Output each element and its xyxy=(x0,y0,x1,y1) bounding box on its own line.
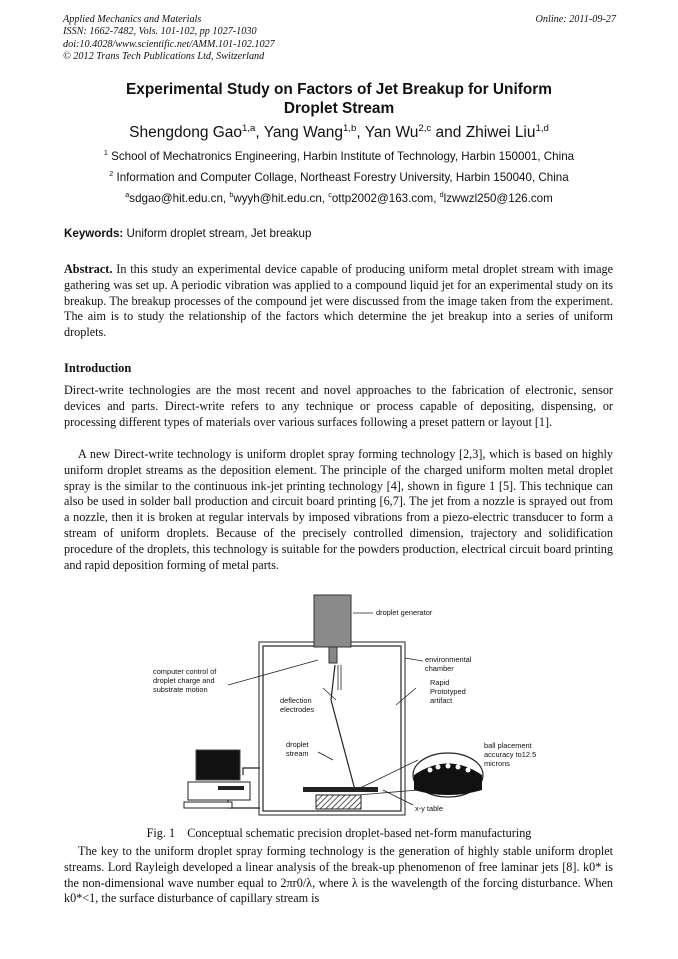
leader-line xyxy=(405,658,423,661)
computer-cable-lower xyxy=(228,800,260,808)
nozzle xyxy=(329,647,337,663)
leader-line xyxy=(396,688,416,705)
droplet-generator-body xyxy=(314,595,351,647)
author-sep: , xyxy=(356,124,365,141)
label-rapid: Rapid xyxy=(430,678,450,687)
affiliation-1 xyxy=(40,150,638,163)
label-substrate-motion: substrate motion xyxy=(153,685,208,694)
intro-paragraph-2: A new Direct-write technology is uniform droplet spray forming technology [2,3], which is based on highly uniform droplet streams as the deposition element. The principle of the charged uniform molten metal droplet spray is the similar to the continuous ink-jet printing technology [4], shown in figure 1 [5]. This technique can also be used in solder ball production and circuit board printing [6,7]. The jet from a nozzle is sprayed out from a nozzle, then it is broken at regular intervals by imposed vibrations from a piezo-electric transducer to form a stream of uniform droplets. Because of the precisely controlled dimension, trajectory and solidification procedure of the droplets, this technology is suitable for the powders production, electrical circuit board printing and rapid deposition forming of metal parts. xyxy=(64,447,613,572)
journal-header xyxy=(63,14,275,64)
substrate-plate xyxy=(303,787,378,792)
label-environmental: environmental xyxy=(425,655,472,664)
journal-name: Applied Mechanics and Materials xyxy=(63,14,202,25)
title-line-1: Experimental Study on Factors of Jet Breakup for Uniform xyxy=(126,81,552,98)
keywords-label: Keywords: xyxy=(64,227,124,240)
leader-line xyxy=(228,660,318,685)
section-heading: Introduction xyxy=(64,361,132,375)
ball xyxy=(446,764,451,769)
abstract-text: In this study an experimental device capable of producing uniform metal droplet stream with image gathering was set up. A periodic vibration was applied to a compound liquid jet for an experimental study on its breakup. The breakup processes of the compound jet were discussed from the image taken from the experiment. The aim is to study the relationship of the factors which determine the jet breakup into a series of uniform droplets. xyxy=(64,262,613,340)
label-accuracy: accuracy to12.5 xyxy=(484,750,537,759)
computer-base xyxy=(188,782,250,800)
email: wyyh@hit.edu.cn, xyxy=(233,192,329,205)
label-droplet-charge: droplet charge and xyxy=(153,676,215,685)
label-ball-placement: ball placement xyxy=(484,741,532,750)
title-line-2: Droplet Stream xyxy=(283,100,395,117)
author-sup: 1,b xyxy=(343,122,357,134)
affiliation-text: Information and Computer Collage, Northeast Forestry University, Harbin 150040, China xyxy=(113,171,569,184)
leader-line xyxy=(323,688,336,700)
email-sup: c xyxy=(328,190,332,200)
label-electrodes: electrodes xyxy=(280,705,315,714)
figure-1-schematic xyxy=(148,590,537,826)
doi-line: doi:10.4028/www.scientific.net/AMM.101-102.1027 xyxy=(63,38,275,50)
label-droplet: droplet xyxy=(286,740,309,749)
online-date: Online: 2011-09-27 xyxy=(535,14,616,25)
computer-drive xyxy=(218,786,244,790)
label-xy-table: x-y table xyxy=(415,804,443,813)
ball xyxy=(456,765,461,770)
author-sup: 1,a xyxy=(242,122,256,134)
author-sup: 1,d xyxy=(535,122,549,134)
abstract xyxy=(64,262,613,341)
keywords-text: Uniform droplet stream, Jet breakup xyxy=(123,227,312,240)
email: sdgao@hit.edu.cn, xyxy=(129,192,230,205)
author-sup: 2,c xyxy=(418,122,432,134)
email: lzwwzl250@126.com xyxy=(443,192,553,205)
computer-cable xyxy=(243,768,260,775)
email-sup: a xyxy=(125,190,130,200)
environmental-chamber-box xyxy=(263,646,401,811)
author-name: Zhiwei Liu xyxy=(465,124,536,141)
computer-monitor xyxy=(196,750,240,780)
ball xyxy=(466,768,471,773)
email: ottp2002@163.com, xyxy=(331,192,440,205)
label-deflection: deflection xyxy=(280,696,312,705)
intro-paragraph-1: Direct-write technologies are the most recent and novel approaches to the fabrication of electronic, sensor devices and parts. Direct-write refers to any technique or process capable of depositing, dispensing, or processing different types of materials over various surfaces following a preset pattern or layout [1]. xyxy=(64,383,613,429)
body-paragraph: The key to the uniform droplet spray forming technology is the generation of highly stable uniform droplet streams. Lord Rayleigh developed a linear analysis of the break-up phenomenon of free laminar jets [8]. k0* is the non-dimensional wave number equal to 2πr0/λ, where λ is the wavelength of the forcing disturbance. When k0*<1, the surface disturbance of capillary stream is xyxy=(64,844,613,906)
author-sep: , xyxy=(255,124,264,141)
email-sup: b xyxy=(229,190,234,200)
stream-line xyxy=(331,665,335,700)
author-list xyxy=(60,124,618,142)
label-droplet-generator: droplet generator xyxy=(376,608,433,617)
affiliation-number: 1 xyxy=(103,148,108,158)
author-name: Yang Wang xyxy=(263,124,344,141)
leader-line xyxy=(318,752,333,760)
affiliation-2 xyxy=(40,171,638,184)
keywords xyxy=(64,227,311,240)
issn-line: ISSN: 1662-7482, Vols. 101-102, pp 1027-1030 xyxy=(63,26,257,38)
label-chamber: chamber xyxy=(425,664,454,673)
label-artifact: artifact xyxy=(430,696,453,705)
label-microns: microns xyxy=(484,759,510,768)
email-sup: d xyxy=(439,190,444,200)
x-y-table-block xyxy=(316,795,361,809)
ball xyxy=(436,765,441,770)
author-name: Shengdong Gao xyxy=(129,124,243,141)
figure-caption: Fig. 1 Conceptual schematic precision droplet-based net-form manufacturing xyxy=(146,826,532,840)
author-name: Yan Wu xyxy=(364,124,419,141)
abstract-label: Abstract. xyxy=(64,262,113,276)
paper-title xyxy=(60,80,618,118)
label-stream: stream xyxy=(286,749,309,758)
droplet-trajectory xyxy=(331,700,355,790)
label-prototyped: Prototyped xyxy=(430,687,466,696)
ball xyxy=(428,768,433,773)
affiliation-text: School of Mechatronics Engineering, Harbin Institute of Technology, Harbin 150001, China xyxy=(107,150,575,163)
keyboard xyxy=(184,802,232,808)
label-computer-control: computer control of xyxy=(153,667,217,676)
affiliation-number: 2 xyxy=(109,169,114,179)
email-line xyxy=(40,192,638,205)
zoom-line xyxy=(356,760,418,790)
author-sep: and xyxy=(431,124,466,141)
copyright-line: © 2012 Trans Tech Publications Ltd, Switzerland xyxy=(63,51,265,63)
